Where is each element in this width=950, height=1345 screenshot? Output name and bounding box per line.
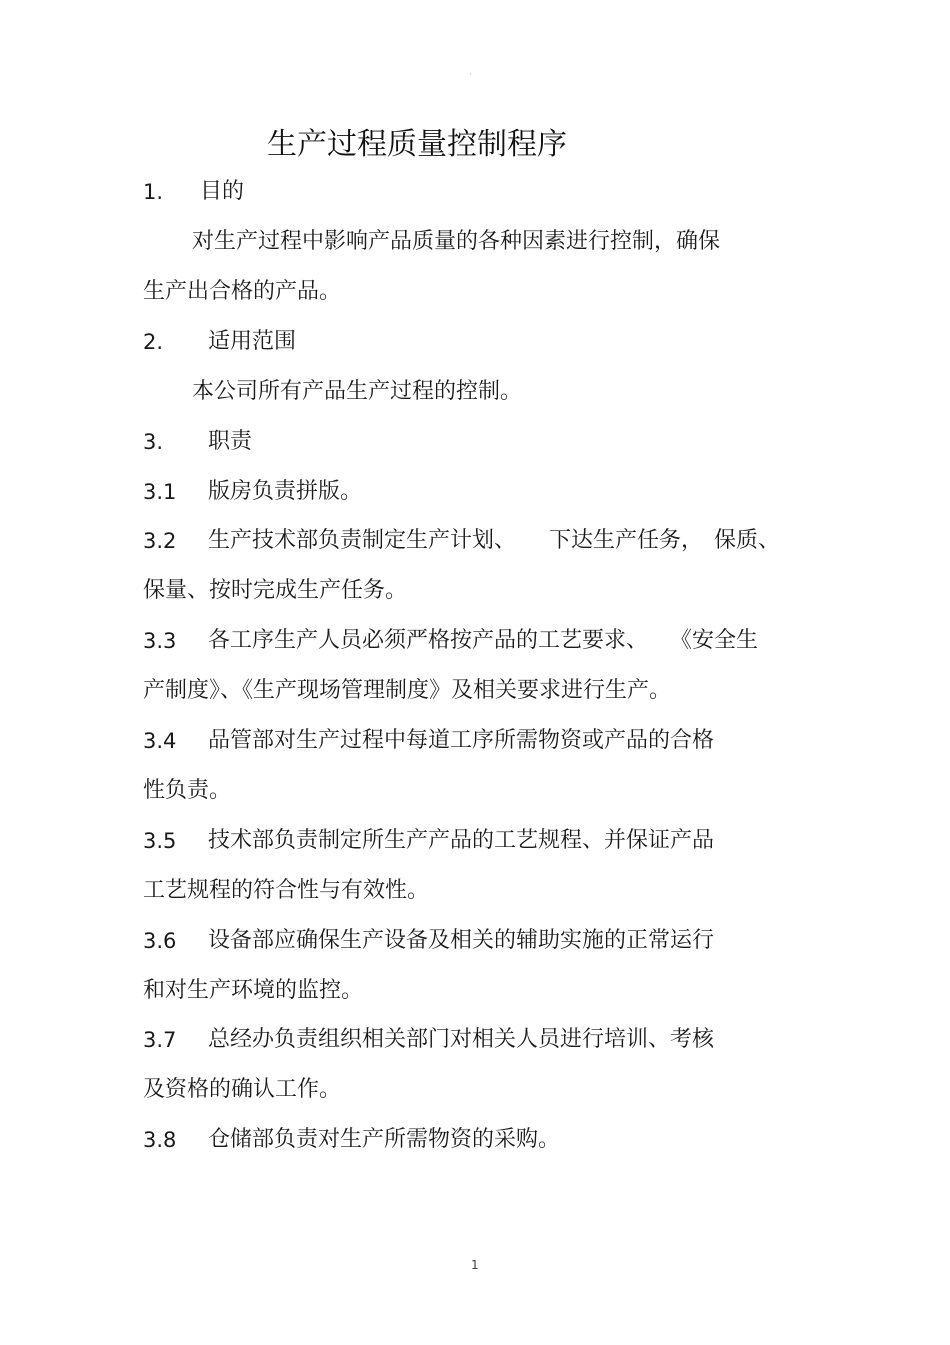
section-3-number: 3. [143, 430, 164, 454]
duty-3-4-line-1: 品管部对生产过程中每道工序所需物资或产品的合格 [208, 728, 715, 753]
duty-3-2-number: 3.2 [143, 529, 177, 553]
purpose-line-1: 对生产过程中影响产品质量的各种因素进行控制，确保 [192, 229, 721, 254]
section-1-heading: 目的 [200, 179, 245, 204]
duty-3-7-number: 3.7 [143, 1028, 177, 1052]
page-number: 1 [471, 1258, 479, 1272]
scope-text: 本公司所有产品生产过程的控制。 [192, 379, 523, 404]
duty-3-5-line-2: 工艺规程的符合性与有效性。 [143, 878, 430, 903]
page-title: 生产过程质量控制程序 [267, 127, 567, 162]
duty-3-2-line-1: 生产技术部负责制定生产计划、 下达生产任务， 保质、 [208, 528, 781, 553]
section-1-number: 1. [143, 180, 164, 204]
duty-3-6-line-1: 设备部应确保生产设备及相关的辅助实施的正常运行 [208, 928, 715, 953]
duty-3-7-line-2: 及资格的确认工作。 [143, 1077, 342, 1102]
section-2-number: 2. [143, 330, 164, 354]
duty-3-8-line-1: 仓储部负责对生产所需物资的采购。 [208, 1127, 561, 1152]
duty-3-3-line-1: 各工序生产人员必须严格按产品的工艺要求、 《安全生 [208, 628, 759, 653]
duty-3-6-number: 3.6 [143, 929, 177, 953]
duty-3-3-line-2: 产制度》、《生产现场管理制度》及相关要求进行生产。 [143, 678, 672, 703]
duty-3-8-number: 3.8 [143, 1128, 177, 1152]
duty-3-5-line-1: 技术部负责制定所生产产品的工艺规程、并保证产品 [208, 828, 715, 853]
top-mark: · [469, 70, 472, 79]
duty-3-7-line-1: 总经办负责组织相关部门对相关人员进行培训、考核 [208, 1027, 715, 1052]
duty-3-6-line-2: 和对生产环境的监控。 [143, 978, 364, 1003]
duty-3-4-number: 3.4 [143, 729, 177, 753]
duty-3-5-number: 3.5 [143, 829, 177, 853]
duty-3-1-number: 3.1 [143, 480, 177, 504]
section-2-heading: 适用范围 [208, 329, 297, 354]
section-3-heading: 职责 [208, 429, 253, 454]
duty-3-4-line-2: 性负责。 [143, 778, 232, 803]
purpose-line-2: 生产出合格的产品。 [143, 279, 342, 304]
duty-3-2-line-2: 保量、按时完成生产任务。 [143, 578, 408, 603]
duty-3-1-line-1: 版房负责拼版。 [208, 479, 363, 504]
duty-3-3-number: 3.3 [143, 629, 177, 653]
